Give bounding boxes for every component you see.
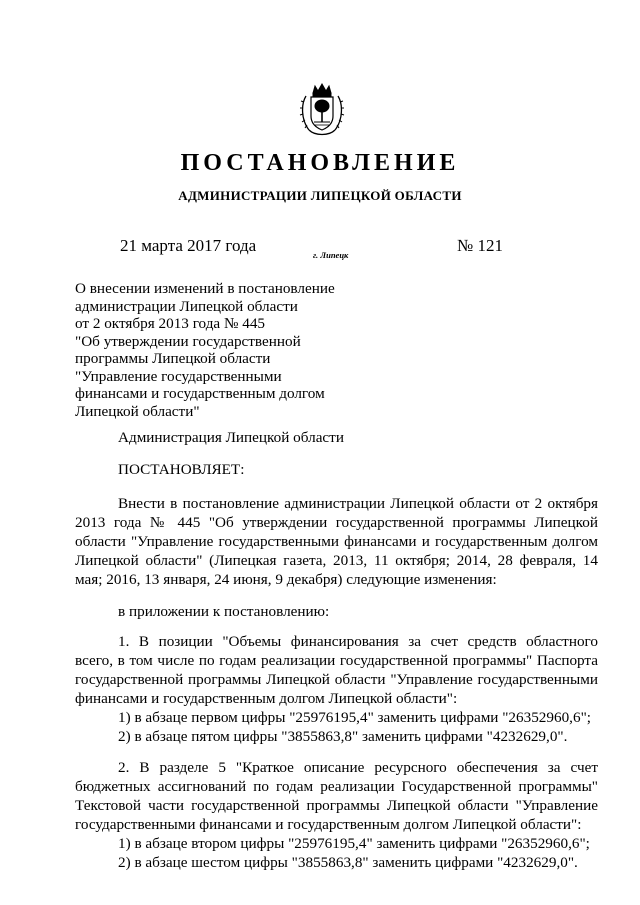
item1-line: 1. В позиции "Объемы финансирования за счет средств областного — [118, 633, 598, 650]
issuing-authority: АДМИНИСТРАЦИИ ЛИПЕЦКОЙ ОБЛАСТИ — [178, 188, 462, 203]
item1-line: финансами и государственным долгом Липецкой области": — [75, 690, 458, 707]
subject-line: Липецкой области" — [75, 402, 200, 420]
item1-subitem: 2) в абзаце пятом цифры "3855863,8" заменить цифрами "4232629,0". — [118, 728, 568, 745]
intro-line: области "Управление государственными финансами и государственным долгом — [75, 533, 598, 550]
document-city: г. Липецк — [313, 250, 349, 260]
subject-line: программы Липецкой области — [75, 350, 271, 367]
intro-line: мая; 2016, 13 января, 24 июня, 9 декабря) следующие изменения: — [75, 571, 497, 588]
document-number: № 121 — [457, 236, 503, 255]
subject-line: финансами и государственным долгом — [75, 385, 325, 402]
item2-subitem: 1) в абзаце втором цифры "25976195,4" заменить цифрами "26352960,6"; — [118, 835, 590, 852]
item1-line: всего, в том числе по годам реализации государственной программы" Паспорта — [75, 652, 598, 669]
item2-line: бюджетных ассигнований по годам реализации Государственной программы" — [75, 778, 598, 795]
item2-line: Текстовой части государственной программы Липецкой области "Управление — [75, 797, 598, 814]
item2-line: 2. В разделе 5 "Краткое описание ресурсного обеспечения за счет — [118, 759, 598, 776]
document-date: 21 марта 2017 года — [120, 236, 257, 255]
issuer-line: Администрация Липецкой области — [118, 429, 344, 446]
subject-line: "Об утверждении государственной — [75, 332, 301, 350]
decree-word: ПОСТАНОВЛЯЕТ: — [118, 461, 245, 478]
item2-line: государственными финансами и государственным долгом Липецкой области": — [75, 816, 582, 833]
subject-line: О внесении изменений в постановление — [75, 280, 335, 297]
document-title: ПОСТАНОВЛЕНИЕ — [180, 150, 460, 176]
document-subject — [75, 280, 335, 420]
item1-subitem: 1) в абзаце первом цифры "25976195,4" заменить цифрами "26352960,6"; — [118, 709, 591, 726]
intro-line: Внести в постановление администрации Липецкой области от 2 октября — [118, 495, 598, 512]
item1-line: государственной программы Липецкой области "Управление государственными — [75, 671, 598, 688]
subject-line: "Управление государственными — [75, 367, 282, 385]
item2-subitem: 2) в абзаце шестом цифры "3855863,8" заменить цифрами "4232629,0". — [118, 854, 578, 871]
intro-line: 2013 года № 445 "Об утверждении государственной программы Липецкой — [75, 514, 598, 531]
subject-line: от 2 октября 2013 года № 445 — [75, 315, 266, 332]
annex-line: в приложении к постановлению: — [118, 603, 330, 620]
subject-line: администрации Липецкой области — [75, 297, 298, 315]
intro-line: Липецкой области" (Липецкая газета, 2013, 11 октября; 2014, 28 февраля, 14 — [75, 552, 598, 569]
coat-of-arms-emblem — [297, 82, 347, 140]
